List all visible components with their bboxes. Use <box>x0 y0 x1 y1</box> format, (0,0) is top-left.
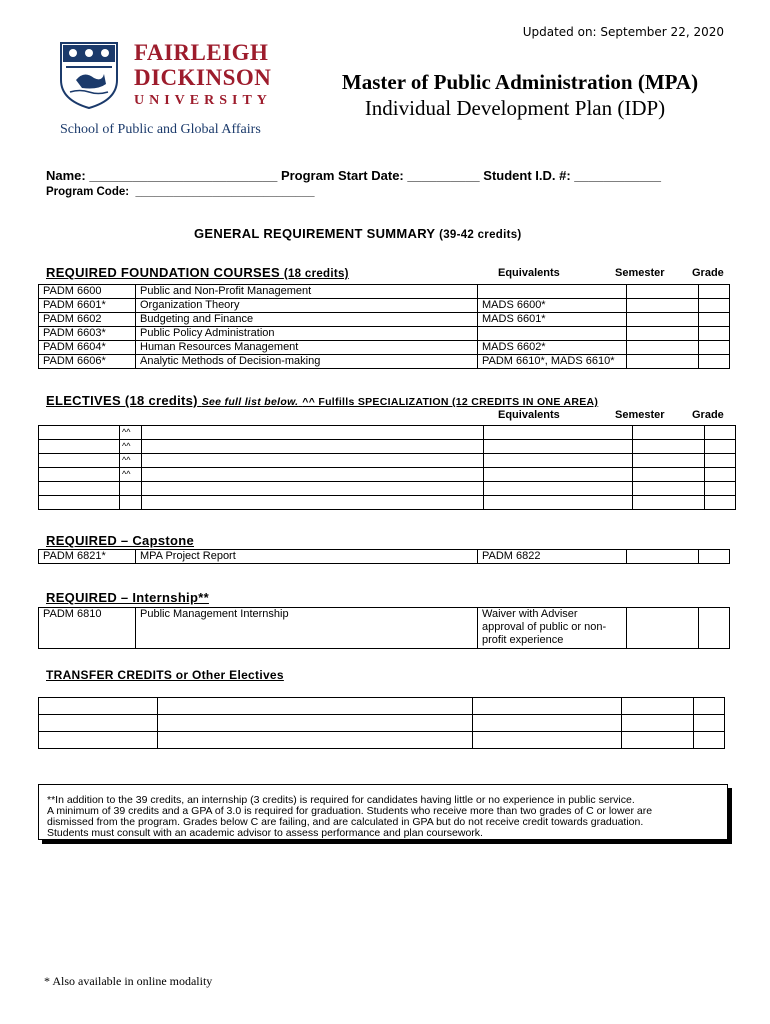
transfer-table <box>38 697 725 749</box>
table-row <box>39 355 730 369</box>
semester-cell[interactable] <box>633 496 705 510</box>
course-code: PADM 6810 <box>39 608 136 649</box>
grade-cell[interactable] <box>699 608 730 649</box>
table-row <box>39 608 730 649</box>
specialization-mark: ^^ <box>120 440 142 454</box>
course-equivalent: MADS 6601* <box>478 313 627 327</box>
elective-equivalent-cell[interactable] <box>484 468 633 482</box>
school-name: School of Public and Global Affairs <box>60 122 261 137</box>
general-heading-text: GENERAL REQUIREMENT SUMMARY <box>194 226 436 241</box>
course-code: PADM 6821* <box>39 550 136 564</box>
elective-code-cell[interactable] <box>39 482 120 496</box>
foundation-table <box>38 284 730 369</box>
elective-equivalent-cell[interactable] <box>484 454 633 468</box>
grade-cell[interactable] <box>699 355 730 369</box>
table-row <box>39 299 730 313</box>
table-row <box>39 440 736 454</box>
elective-equivalent-cell[interactable] <box>484 440 633 454</box>
elective-title-cell[interactable] <box>142 454 484 468</box>
grade-cell[interactable] <box>705 454 736 468</box>
semester-cell[interactable] <box>627 327 699 341</box>
course-title: Human Resources Management <box>136 341 478 355</box>
note-line: Students must consult with an academic advisor to assess performance and plan coursework. <box>47 827 483 839</box>
student-info-row[interactable]: Name: __________________________ Program Start Date: __________ Student I.D. #: ____________ <box>46 168 662 183</box>
elective-title-cell[interactable] <box>142 440 484 454</box>
table-row <box>39 426 736 440</box>
course-code: PADM 6603* <box>39 327 136 341</box>
semester-cell[interactable] <box>627 550 699 564</box>
col-grade: Grade <box>692 267 724 279</box>
course-equivalent: PADM 6610*, MADS 6610* <box>478 355 627 369</box>
updated-date: Updated on: September 22, 2020 <box>522 25 724 39</box>
general-credits: (39-42 credits) <box>439 229 522 241</box>
grade-cell[interactable] <box>699 341 730 355</box>
graduation-requirements-note <box>38 784 728 840</box>
note-line: dismissed from the program. Grades below C are failing, and are calculated in GPA but do not receive credit towards graduation. <box>47 816 644 828</box>
table-row <box>39 313 730 327</box>
table-row <box>39 496 736 510</box>
wordmark-line-2: DICKINSON <box>134 65 272 90</box>
electives-heading <box>46 393 598 408</box>
course-title: MPA Project Report <box>136 550 478 564</box>
grade-cell[interactable] <box>705 440 736 454</box>
transfer-cell[interactable] <box>694 715 725 732</box>
semester-cell[interactable] <box>627 285 699 299</box>
table-row <box>39 715 725 732</box>
table-row <box>39 482 736 496</box>
course-title: Public Policy Administration <box>136 327 478 341</box>
elective-code-cell[interactable] <box>39 426 120 440</box>
electives-col-equivalents: Equivalents <box>498 409 560 421</box>
program-code-field[interactable]: Program Code: ____________________________ <box>46 186 315 198</box>
elective-equivalent-cell[interactable] <box>484 496 633 510</box>
table-row <box>39 341 730 355</box>
course-equivalent: MADS 6602* <box>478 341 627 355</box>
specialization-mark <box>120 496 142 510</box>
course-title: Public Management Internship <box>136 608 478 649</box>
foundation-credits: (18 credits) <box>283 268 349 280</box>
university-crest-icon <box>58 40 120 110</box>
semester-cell[interactable] <box>627 313 699 327</box>
semester-cell[interactable] <box>633 426 705 440</box>
course-code: PADM 6602 <box>39 313 136 327</box>
elective-equivalent-cell[interactable] <box>484 482 633 496</box>
transfer-cell[interactable] <box>622 732 694 749</box>
table-row <box>39 468 736 482</box>
transfer-cell[interactable] <box>158 732 473 749</box>
electives-see-list: See full list below. <box>201 396 299 408</box>
semester-cell[interactable] <box>633 454 705 468</box>
general-requirement-heading <box>194 226 522 241</box>
table-row <box>39 698 725 715</box>
course-equivalent <box>478 327 627 341</box>
course-title: Analytic Methods of Decision-making <box>136 355 478 369</box>
grade-cell[interactable] <box>699 327 730 341</box>
table-row <box>39 327 730 341</box>
col-equivalents: Equivalents <box>498 267 560 279</box>
specialization-mark: ^^ <box>120 426 142 440</box>
semester-cell[interactable] <box>627 355 699 369</box>
grade-cell[interactable] <box>705 468 736 482</box>
elective-title-cell[interactable] <box>142 468 484 482</box>
elective-code-cell[interactable] <box>39 496 120 510</box>
grade-cell[interactable] <box>699 313 730 327</box>
table-row <box>39 454 736 468</box>
course-code: PADM 6601* <box>39 299 136 313</box>
electives-heading-text: ELECTIVES (18 credits) <box>46 393 198 408</box>
grade-cell[interactable] <box>699 299 730 313</box>
semester-cell[interactable] <box>633 482 705 496</box>
transfer-cell[interactable] <box>473 732 622 749</box>
grade-cell[interactable] <box>699 550 730 564</box>
table-row <box>39 732 725 749</box>
course-code: PADM 6600 <box>39 285 136 299</box>
transfer-cell[interactable] <box>694 732 725 749</box>
transfer-cell[interactable] <box>158 698 473 715</box>
transfer-cell[interactable] <box>473 715 622 732</box>
elective-title-cell[interactable] <box>142 426 484 440</box>
elective-title-cell[interactable] <box>142 482 484 496</box>
electives-col-semester: Semester <box>615 409 665 421</box>
transfer-cell[interactable] <box>158 715 473 732</box>
electives-table <box>38 425 736 510</box>
col-semester: Semester <box>615 267 665 279</box>
elective-title-cell[interactable] <box>142 496 484 510</box>
elective-code-cell[interactable] <box>39 440 120 454</box>
transfer-cell[interactable] <box>473 698 622 715</box>
wordmark-line-3: UNIVERSITY <box>134 93 272 108</box>
course-equivalent: MADS 6600* <box>478 299 627 313</box>
foundation-heading-text: REQUIRED FOUNDATION COURSES <box>46 265 280 280</box>
transfer-cell[interactable] <box>694 698 725 715</box>
university-logo <box>58 40 278 140</box>
foundation-heading <box>46 265 349 280</box>
specialization-mark <box>120 482 142 496</box>
transfer-cell[interactable] <box>39 732 158 749</box>
elective-code-cell[interactable] <box>39 454 120 468</box>
wordmark-line-1: FAIRLEIGH <box>134 40 269 65</box>
equivalent-line: approval of public or non- <box>482 621 607 633</box>
transfer-cell[interactable] <box>622 715 694 732</box>
document-subtitle: Individual Development Plan (IDP) <box>364 96 666 120</box>
transfer-cell[interactable] <box>39 715 158 732</box>
internship-table <box>38 607 730 649</box>
specialization-mark: ^^ <box>120 454 142 468</box>
grade-cell[interactable] <box>705 482 736 496</box>
semester-cell[interactable] <box>627 299 699 313</box>
electives-specialization-note: ^^ Fulfills SPECIALIZATION (12 CREDITS IN ONE AREA) <box>302 396 599 408</box>
note-line: **In addition to the 39 credits, an internship (3 credits) is required for candidates having little or no experience in public service. <box>47 794 635 806</box>
elective-equivalent-cell[interactable] <box>484 426 633 440</box>
transfer-heading: TRANSFER CREDITS or Other Electives <box>46 668 284 682</box>
transfer-cell[interactable] <box>622 698 694 715</box>
semester-cell[interactable] <box>627 341 699 355</box>
internship-heading: REQUIRED – Internship** <box>46 590 209 605</box>
course-equivalent <box>478 285 627 299</box>
capstone-heading: REQUIRED – Capstone <box>46 533 195 548</box>
course-code: PADM 6606* <box>39 355 136 369</box>
grade-cell[interactable] <box>699 285 730 299</box>
course-code: PADM 6604* <box>39 341 136 355</box>
document-title: Master of Public Administration (MPA) <box>341 70 699 94</box>
course-equivalent: PADM 6822 <box>478 550 627 564</box>
grade-cell[interactable] <box>705 426 736 440</box>
note-line: A minimum of 39 credits and a GPA of 3.0 is required for graduation. Students who receive more than two grades of C or lower are <box>47 805 653 817</box>
capstone-table <box>38 549 730 564</box>
equivalent-line: profit experience <box>482 634 564 646</box>
equivalent-line: Waiver with Adviser <box>482 608 578 620</box>
electives-col-grade: Grade <box>692 409 724 421</box>
semester-cell[interactable] <box>633 440 705 454</box>
course-title: Public and Non-Profit Management <box>136 285 478 299</box>
grade-cell[interactable] <box>705 496 736 510</box>
course-title: Organization Theory <box>136 299 478 313</box>
specialization-mark: ^^ <box>120 468 142 482</box>
course-title: Budgeting and Finance <box>136 313 478 327</box>
course-equivalent <box>478 608 627 649</box>
table-row <box>39 550 730 564</box>
online-modality-footnote: * Also available in online modality <box>44 974 213 988</box>
table-row <box>39 285 730 299</box>
elective-code-cell[interactable] <box>39 468 120 482</box>
semester-cell[interactable] <box>633 468 705 482</box>
semester-cell[interactable] <box>627 608 699 649</box>
transfer-cell[interactable] <box>39 698 158 715</box>
university-wordmark <box>134 40 272 112</box>
